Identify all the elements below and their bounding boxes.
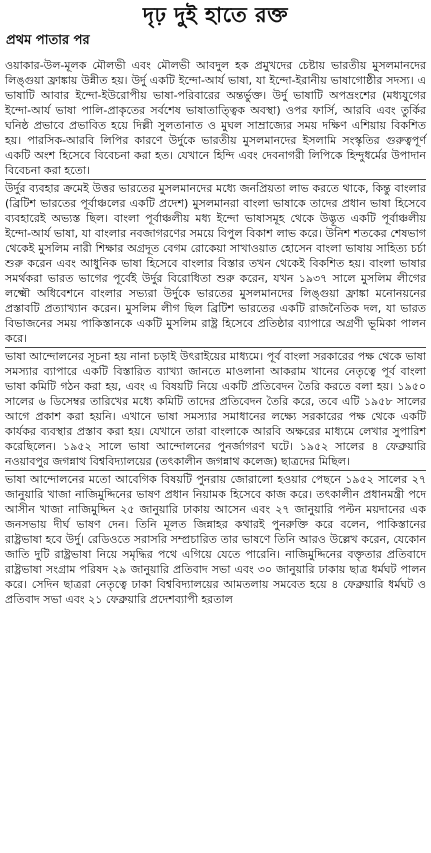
- paragraph-1: ওয়াকার-উল-মূলক মৌলভী এবং মৌলভী আবদুল হক প্রমুখদের চেষ্টায় ভারতীয় মুসলমানদের লিঙ্গুয়া ফ্রাঙ্কায় উন্নীত হয়। উর্দু একটি ইন্দো-আর্য ভাষা, যা ইন্দো-ইরানীয় ভাষাগোষ্ঠীর সদস্য। এ ভাষাটি আবার ইন্দো-ইউরোপীয় ভাষা-পরিবারের অন্তর্ভুক্ত। উর্দু ভাষাটি অপভ্রংশের (মধ্যযুগের ইন্দো-আর্য ভাষা পালি-প্রাকৃতের সর্বশেষ ভাষাতাত্ত্বিক অবস্থা) ওপর ফার্সি, আরবি এবং তুর্কির ঘনিষ্ঠ প্রভাবে প্রভাবিত হয়ে দিল্লী সুলতানাত ও মুঘল সাম্রাজ্যের সময় দক্ষিণ এশিয়ায় বিকশিত হয়। পারসিক-আরবি লিপির কারণে উর্দুকে ভারতীয় মুসলমানদের ইসলামি সংস্কৃতির গুরুত্বপূর্ণ একটি অংশ হিসেবে বিবেচনা করা হত। যেখানে হিন্দি এবং দেবনাগরী লিপিকে হিন্দুধর্মের উপাদান বিবেচনা করা হতো।: [5, 59, 426, 177]
- article-body: [5, 58, 426, 607]
- divider: [5, 179, 426, 180]
- headline: দৃঢ় দুই হাতে রক্ত: [142, 3, 289, 27]
- divider: [5, 470, 426, 471]
- continued-from-label: প্রথম পাতার পর: [6, 33, 90, 48]
- divider: [5, 347, 426, 348]
- paragraph-2: উর্দুর ব্যবহার ক্রমেই উত্তর ভারতের মুসলমানদের মধ্যে জনপ্রিয়তা লাভ করতে থাকে, কিন্তু বাংলার (ব্রিটিশ ভারতের পূর্বাঞ্চলের একটি প্রদেশ) মুসলমানরা বাংলা ভাষাকে তাদের প্রধান ভাষা হিসেবে ব্যবহারেই অভ্যস্ত ছিল। বাংলা পূর্বাঞ্চলীয় মধ্য ইন্দো ভাষাসমূহ থেকে উদ্ভূত একটি পূর্বাঞ্চলীয় ইন্দো-আর্য ভাষা, যা বাংলার নবজাগরণের সময়ে বিপুল বিকাশ লাভ করে। উনিশ শতকের শেষভাগ থেকেই মুসলিম নারী শিক্ষার অগ্রদূত বেগম রোকেয়া সাখাওয়াত হোসেন বাংলা ভাষায় সাহিত্য চর্চা শুরু করেন এবং আধুনিক ভাষা হিসেবে বাংলার বিস্তার তখন থেকেই বিকশিত হয়। বাংলা ভাষার সমর্থকরা ভারত ভাগের পূর্বেই উর্দুর বিরোধিতা শুরু করেন, যখন ১৯৩৭ সালে মুসলিম লীগের লক্ষ্মৌ অধিবেশনে বাংলার সভ্যরা উর্দুকে ভারতের মুসলমানদের লিঙ্গুয়া ফ্রাঙ্কা মনোনয়নের প্রস্তাবটি প্রত্যাখ্যান করেন। মুসলিম লীগ ছিল ব্রিটিশ ভারতের একটি রাজনৈতিক দল, যা ভারত বিভাজনের সময় পাকিস্তানকে একটি মুসলিম রাষ্ট্র হিসেবে প্রতিষ্ঠার ব্যাপারে অগ্রণী ভূমিকা পালন করে।: [5, 182, 426, 345]
- paragraph-3: ভাষা আন্দোলনের সূচনা হয় নানা চড়াই উৎরাইয়ের মাধ্যমে। পূর্ব বাংলা সরকারের পক্ষ থেকে ভাষা সমস্যার ব্যাপারে একটি বিস্তারিত ব্যাখ্যা জানতে মাওলানা আকরাম খানের নেতৃত্বে পূর্ব বাংলা ভাষা কমিটি গঠন করা হয়, এবং এ বিষয়টি নিয়ে একটি প্রতিবেদন তৈরি করতে বলা হয়। ১৯৫০ সালের ৬ ডিসেম্বর তারিখের মধ্যে কমিটি তাদের প্রতিবেদন তৈরি করে, তবে এটি ১৯৫৮ সালের আগে প্রকাশ করা হয়নি। এখানে ভাষা সমস্যার সমাধানের লক্ষ্যে সরকারের পক্ষ থেকে একটি কার্যকর ব্যবস্থার প্রস্তাব করা হয়। যেখানে তারা বাংলাকে আরবি অক্ষরের মাধ্যমে লেখার সুপারিশ করেছিলেন। ১৯৫২ সালে ভাষা আন্দোলনের পুনর্জাগরণ ঘটে। ১৯৫২ সালের ৪ ফেব্রুয়ারি নওয়াবপুর জগন্নাথ বিশ্ববিদ্যালয়ের (তৎকালীন জগন্নাথ কলেজ) ছাত্রদের মিছিল।: [5, 350, 426, 468]
- paragraph-4: ভাষা আন্দোলনের মতো আবেগিক বিষয়টি পুনরায় জোরালো হওয়ার পেছনে ১৯৫২ সালের ২৭ জানুয়ারি খাজা নাজিমুদ্দিনের ভাষণ প্রধান নিয়ামক হিসেবে কাজ করে। তৎকালীন প্রধানমন্ত্রী পদে আসীন খাজা নাজিমুদ্দিন ২৫ জানুয়ারি ঢাকায় আসেন এবং ২৭ জানুয়ারি পল্টন ময়দানের এক জনসভায় দীর্ঘ ভাষণ দেন। তিনি মূলত জিন্নাহর কথারই পুনরুক্তি করে বলেন, পাকিস্তানের রাষ্ট্রভাষা হবে উর্দু। রেডিওতে সরাসরি সম্প্রচারিত তার ভাষণে তিনি আরও উল্লেখ করেন, যেকোন জাতি দুটি রাষ্ট্রভাষা নিয়ে সমৃদ্ধির পথে এগিয়ে যেতে পারেনি। নাজিমুদ্দিনের বক্তৃতার প্রতিবাদে রাষ্ট্রভাষা সংগ্রাম পরিষদ ২৯ জানুয়ারি প্রতিবাদ সভা এবং ৩০ জানুয়ারি ঢাকায় ছাত্র ধর্মঘট পালন করে। সেদিন ছাত্ররা নেতৃত্বে ঢাকা বিশ্ববিদ্যালয়ের আমতলায় সমবেত হয়ে ৪ ফেব্রুয়ারি ধর্মঘট ও প্রতিবাদ সভা এবং ২১ ফেব্রুয়ারি প্রদেশব্যাপী হরতাল: [5, 473, 426, 606]
